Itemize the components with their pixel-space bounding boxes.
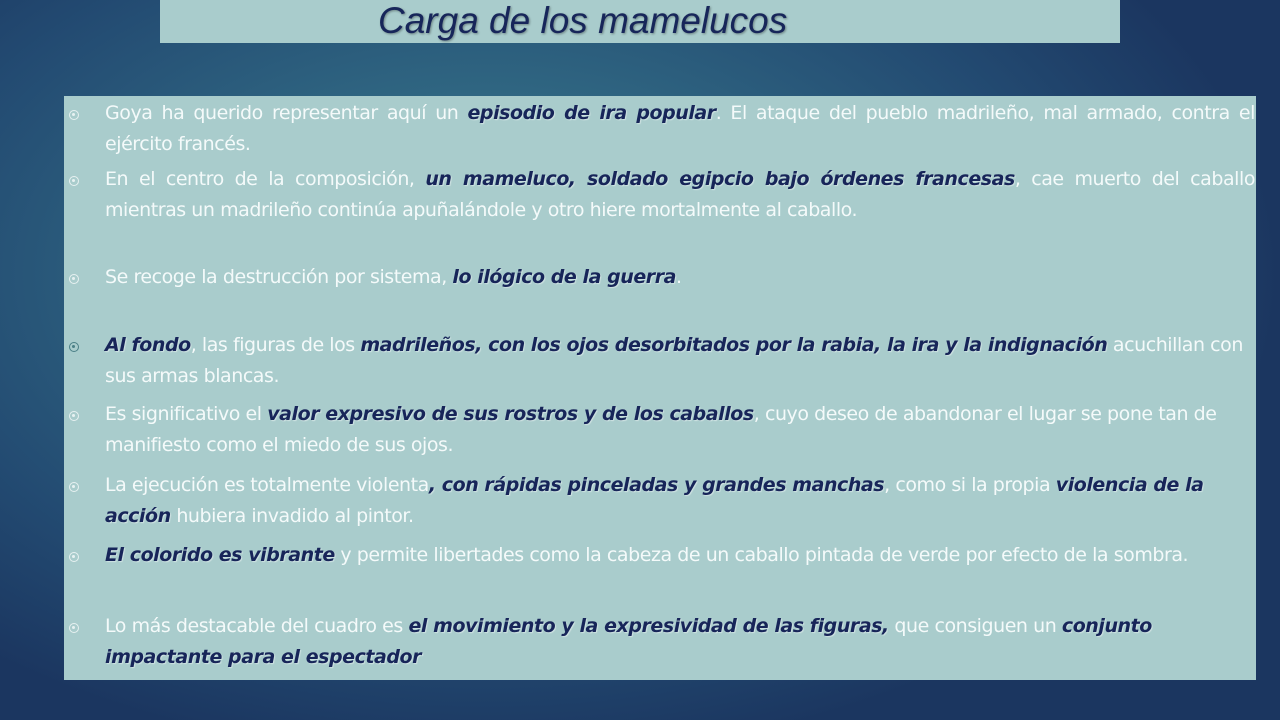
bullet-item-7 (64, 540, 1256, 606)
bullet-text-6 (105, 470, 1255, 532)
highlight-text: El colorido es vibrante (105, 544, 335, 566)
highlight-text: , con rápidas pinceladas y grandes manchas (428, 474, 885, 496)
bullet-text: , las figuras de los (190, 334, 361, 356)
bullet-item-8 (64, 611, 1256, 677)
bullet-text-2 (105, 164, 1255, 226)
bullet-text: , cuyo deseo de abandonar el lugar se pone tan de manifiesto como el miedo de sus ojos. (105, 403, 1217, 456)
bullet-text: y permite libertades como la cabeza de un caballo pintada de verde por efecto de la sombra. (334, 544, 1189, 566)
highlight-text: un mameluco, soldado egipcio bajo órdenes francesas (425, 168, 1015, 190)
bullet-text: Lo más destacable del cuadro es (105, 615, 409, 637)
title-bar (160, 0, 1120, 43)
bullet-text: que consiguen un (888, 615, 1062, 637)
bullet-text: hubiera invadido al pintor. (170, 505, 414, 527)
bullet-icon (69, 411, 79, 421)
bullet-item-5 (64, 399, 1256, 465)
highlight-text: valor expresivo de sus rostros y de los caballos (267, 403, 754, 425)
content-box (64, 96, 1256, 680)
bullet-item-1 (64, 98, 1256, 164)
bullet-text: En el centro de la composición, (105, 168, 426, 190)
bullet-text: Goya ha querido representar aquí un (105, 102, 468, 124)
bullet-text: , como si la propia (884, 474, 1056, 496)
bullet-text-7 (105, 540, 1255, 571)
bullet-text-5 (105, 399, 1255, 461)
bullet-item-4 (64, 330, 1256, 396)
bullet-text-3 (105, 262, 1255, 293)
bullet-icon (69, 552, 79, 562)
bullet-icon (69, 176, 79, 186)
bullet-text: La ejecución es totalmente violenta (105, 474, 429, 496)
bullet-item-3 (64, 262, 1256, 328)
highlight-text: conjunto impactante para el espectador (105, 615, 1152, 668)
bullet-text: . (676, 266, 682, 288)
bullet-text: Es significativo el (105, 403, 268, 425)
highlight-text: violencia de la acción (105, 474, 1204, 527)
bullet-icon (69, 342, 79, 352)
bullet-icon (69, 274, 79, 284)
bullet-icon (69, 482, 79, 492)
highlight-text: madrileños, con los ojos desorbitados por la rabia, la ira y la indignación (360, 334, 1108, 356)
bullet-item-6 (64, 470, 1256, 536)
highlight-text: episodio de ira popular (467, 102, 716, 124)
bullet-text-8 (105, 611, 1255, 673)
bullet-text: Se recoge la destrucción por sistema, (105, 266, 453, 288)
highlight-text: lo ilógico de la guerra (452, 266, 677, 288)
bullet-item-2 (64, 164, 1256, 230)
highlight-text: el movimiento y la expresividad de las figuras, (408, 615, 889, 637)
bullet-text: acuchillan con sus armas blancas. (105, 334, 1243, 387)
bullet-icon (69, 623, 79, 633)
bullet-icon (69, 110, 79, 120)
bullet-text: . El ataque del pueblo madrileño, mal armado, contra el ejército francés. (105, 102, 1255, 155)
highlight-text: Al fondo (105, 334, 191, 356)
slide-title: Carga de los mamelucos (378, 0, 788, 41)
bullet-text: , cae muerto del caballo mientras un madrileño continúa apuñalándole y otro hiere mortalmente al caballo. (105, 168, 1255, 221)
bullet-text-1 (105, 98, 1255, 160)
bullet-text-4 (105, 330, 1255, 392)
